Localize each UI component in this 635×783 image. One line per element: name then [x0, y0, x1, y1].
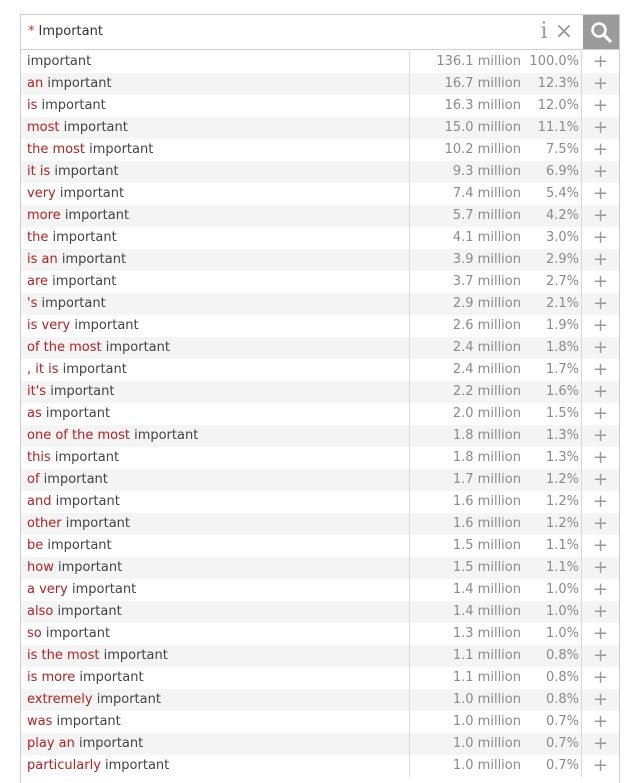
frequency-percent: 3.0% [545, 230, 579, 245]
phrase-context: is [27, 98, 42, 113]
phrase[interactable] [27, 689, 161, 711]
frequency-count: 2.0 million [409, 403, 521, 425]
phrase-context: be [27, 538, 48, 553]
add-icon[interactable]: + [581, 513, 619, 535]
frequency-percent: 1.0% [545, 626, 579, 641]
frequency-percent: 0.8% [545, 670, 579, 685]
frequency-percent: 2.7% [545, 274, 579, 289]
phrase-target-word: important [50, 384, 115, 399]
table-row[interactable] [21, 623, 619, 645]
table-row[interactable] [21, 557, 619, 579]
frequency-percent: 1.6% [545, 384, 579, 399]
phrase[interactable] [27, 711, 121, 733]
frequency-count: 1.0 million [409, 689, 521, 711]
frequency-count: 4.1 million [409, 227, 521, 249]
frequency-count: 1.3 million [409, 623, 521, 645]
frequency-count: 1.6 million [409, 491, 521, 513]
add-icon[interactable]: + [581, 469, 619, 491]
add-icon[interactable]: + [581, 315, 619, 337]
phrase-target-word: important [57, 604, 122, 619]
table-row[interactable] [21, 293, 619, 315]
phrase[interactable] [27, 667, 144, 689]
phrase-target-word: important [52, 274, 117, 289]
add-icon[interactable]: + [581, 601, 619, 623]
phrase[interactable] [27, 381, 114, 403]
phrase-target-word: important [47, 76, 112, 91]
phrase-context: this [27, 450, 55, 465]
table-row[interactable] [21, 381, 619, 403]
phrase[interactable] [27, 161, 119, 183]
table-row[interactable] [21, 117, 619, 139]
phrase[interactable] [27, 359, 127, 381]
add-icon[interactable]: + [581, 249, 619, 271]
table-row[interactable] [21, 579, 619, 601]
frequency-percent: 1.5% [545, 406, 579, 421]
table-row[interactable] [21, 535, 619, 557]
phrase[interactable] [27, 51, 91, 73]
table-row[interactable] [21, 337, 619, 359]
phrase[interactable] [27, 139, 153, 161]
phrase-target-word: important [105, 758, 170, 773]
frequency-percent: 1.1% [545, 560, 579, 575]
phrase-context: as [27, 406, 46, 421]
frequency-count: 3.9 million [409, 249, 521, 271]
phrase-context: is an [27, 252, 62, 267]
frequency-count: 2.9 million [409, 293, 521, 315]
add-icon[interactable]: + [581, 755, 619, 777]
frequency-percent: 0.7% [545, 714, 579, 729]
frequency-count: 1.1 million [409, 667, 521, 689]
frequency-count: 10.2 million [409, 139, 521, 161]
phrase[interactable] [27, 513, 130, 535]
phrase-target-word: important [134, 428, 199, 443]
add-icon[interactable]: + [581, 205, 619, 227]
frequency-count: 16.7 million [409, 73, 521, 95]
phrase-target-word: important [47, 538, 112, 553]
table-row[interactable] [21, 491, 619, 513]
phrase[interactable] [27, 425, 198, 447]
frequency-percent: 1.7% [545, 362, 579, 377]
frequency-count: 2.2 million [409, 381, 521, 403]
frequency-percent: 0.8% [545, 648, 579, 663]
phrase-target-word: important [27, 54, 92, 69]
phrase[interactable] [27, 491, 120, 513]
phrase-target-word: important [57, 560, 123, 575]
phrase-target-word: important [65, 516, 130, 531]
add-icon[interactable]: + [581, 403, 619, 425]
phrase-context: particularly [27, 758, 106, 773]
phrase[interactable] [27, 117, 128, 139]
frequency-percent: 1.1% [545, 538, 579, 553]
phrase-context: is very [27, 318, 75, 333]
table-row[interactable] [21, 359, 619, 381]
phrase-context: is the most [27, 648, 104, 663]
add-icon[interactable]: + [581, 117, 619, 139]
phrase-context: more [27, 208, 65, 223]
frequency-count: 2.4 million [409, 337, 521, 359]
frequency-percent: 1.3% [545, 428, 579, 443]
frequency-count: 1.6 million [409, 513, 521, 535]
phrase[interactable] [27, 755, 169, 777]
phrase-target-word: important [62, 362, 127, 377]
phrase-target-word: important [64, 208, 130, 223]
add-icon[interactable]: + [581, 381, 619, 403]
phrase-target-word: important [55, 494, 120, 509]
phrase-context: is more [27, 670, 80, 685]
phrase[interactable] [27, 557, 122, 579]
phrase-target-word: important [41, 98, 106, 113]
table-row[interactable] [21, 447, 619, 469]
phrase[interactable] [27, 579, 136, 601]
phrase-target-word: important [43, 472, 108, 487]
frequency-percent: 1.2% [545, 472, 579, 487]
add-icon[interactable]: + [581, 161, 619, 183]
add-icon[interactable]: + [581, 359, 619, 381]
phrase-context: extremely [27, 692, 97, 707]
frequency-count: 1.5 million [409, 535, 521, 557]
phrase-context: of [27, 472, 44, 487]
phrase-target-word: important [52, 230, 117, 245]
phrase[interactable] [27, 535, 112, 557]
frequency-count: 15.0 million [409, 117, 521, 139]
frequency-count: 1.0 million [409, 755, 521, 777]
add-icon[interactable]: + [581, 689, 619, 711]
add-icon[interactable]: + [581, 95, 619, 117]
phrase[interactable] [27, 337, 170, 359]
phrase-context: an [27, 76, 48, 91]
frequency-count: 1.5 million [409, 557, 521, 579]
phrase[interactable] [27, 469, 108, 491]
table-row[interactable] [21, 733, 619, 755]
phrase[interactable] [27, 95, 106, 117]
phrase-target-word: important [54, 164, 119, 179]
search-query-text: Important [38, 24, 103, 39]
phrase-context: of the most [27, 340, 106, 355]
phrase-context: and [27, 494, 56, 509]
phrase-target-word: important [54, 450, 120, 465]
phrase[interactable] [27, 205, 129, 227]
add-icon[interactable]: + [581, 491, 619, 513]
frequency-percent: 12.3% [537, 76, 579, 91]
phrase[interactable] [27, 73, 112, 95]
phrase-context: one of the most [27, 428, 135, 443]
add-icon[interactable]: + [581, 711, 619, 733]
phrase-context: 's [27, 296, 42, 311]
add-icon[interactable]: + [581, 645, 619, 667]
frequency-percent: 2.9% [545, 252, 579, 267]
add-icon[interactable]: + [581, 271, 619, 293]
add-icon[interactable]: + [581, 535, 619, 557]
magnifier-icon [590, 21, 612, 43]
phrase[interactable] [27, 733, 143, 755]
phrase-target-word: important [71, 582, 137, 597]
results-panel [20, 14, 620, 783]
phrase-target-word: important [105, 340, 170, 355]
frequency-count: 2.4 million [409, 359, 521, 381]
frequency-percent: 0.7% [545, 758, 579, 773]
add-icon[interactable]: + [581, 337, 619, 359]
frequency-percent: 6.9% [545, 164, 579, 179]
phrase[interactable] [27, 447, 119, 469]
frequency-count: 1.4 million [409, 579, 521, 601]
frequency-count: 3.7 million [409, 271, 521, 293]
phrase-context: , it is [27, 362, 63, 377]
add-icon[interactable]: + [581, 183, 619, 205]
frequency-percent: 12.0% [537, 98, 579, 113]
table-row[interactable] [21, 73, 619, 95]
add-icon[interactable]: + [581, 227, 619, 249]
phrase-context: was [27, 714, 57, 729]
info-icon[interactable]: i [540, 19, 548, 44]
phrase-target-word: important [89, 142, 154, 157]
phrase-target-word: important [59, 186, 125, 201]
phrase-target-word: important [45, 626, 111, 641]
phrase-target-word: important [103, 648, 168, 663]
phrase[interactable] [27, 645, 168, 667]
table-row[interactable] [21, 271, 619, 293]
frequency-percent: 5.4% [545, 186, 579, 201]
add-icon[interactable]: + [581, 557, 619, 579]
phrase-context: also [27, 604, 58, 619]
phrase-context: very [27, 186, 60, 201]
table-row[interactable] [21, 601, 619, 623]
phrase-target-word: important [61, 252, 127, 267]
table-row[interactable] [21, 139, 619, 161]
add-icon[interactable]: + [581, 579, 619, 601]
frequency-count: 1.1 million [409, 645, 521, 667]
phrase[interactable] [27, 293, 106, 315]
phrase-context: it is [27, 164, 55, 179]
phrase[interactable] [27, 227, 117, 249]
table-row[interactable] [21, 513, 619, 535]
phrase-context: play an [27, 736, 79, 751]
table-row[interactable] [21, 183, 619, 205]
table-row[interactable] [21, 227, 619, 249]
frequency-percent: 0.8% [545, 692, 579, 707]
frequency-percent: 1.8% [545, 340, 579, 355]
phrase-context: the [27, 230, 53, 245]
add-icon[interactable]: + [581, 51, 619, 73]
phrase-target-word: important [79, 736, 144, 751]
search-button[interactable] [583, 15, 619, 49]
frequency-percent: 1.0% [545, 604, 579, 619]
table-row[interactable] [21, 469, 619, 491]
phrase-context: most [27, 120, 64, 135]
phrase-target-word: important [63, 120, 128, 135]
search-bar [21, 15, 619, 50]
frequency-percent: 2.1% [545, 296, 579, 311]
phrase[interactable] [27, 601, 122, 623]
phrase-context: the most [27, 142, 90, 157]
close-icon[interactable]: × [554, 19, 574, 44]
search-input[interactable] [28, 24, 103, 39]
frequency-percent: 1.2% [545, 516, 579, 531]
frequency-percent: 7.5% [545, 142, 579, 157]
table-row[interactable] [21, 755, 619, 777]
phrase[interactable] [27, 315, 139, 337]
frequency-count: 1.0 million [409, 711, 521, 733]
frequency-percent: 11.1% [537, 120, 579, 135]
table-row[interactable] [21, 315, 619, 337]
frequency-percent: 4.2% [545, 208, 579, 223]
phrase-target-word: important [56, 714, 121, 729]
add-icon[interactable]: + [581, 667, 619, 689]
table-row[interactable] [21, 161, 619, 183]
table-row[interactable] [21, 689, 619, 711]
add-icon[interactable]: + [581, 293, 619, 315]
phrase-context: other [27, 516, 66, 531]
phrase-context: it's [27, 384, 51, 399]
phrase-target-word: important [74, 318, 139, 333]
frequency-percent: 100.0% [529, 54, 579, 69]
add-icon[interactable]: + [581, 73, 619, 95]
phrase-context: a very [27, 582, 72, 597]
phrase-target-word: important [79, 670, 144, 685]
add-icon[interactable]: + [581, 447, 619, 469]
results-list [21, 51, 619, 777]
phrase[interactable] [27, 403, 110, 425]
frequency-percent: 0.7% [545, 736, 579, 751]
table-row[interactable] [21, 425, 619, 447]
frequency-count: 5.7 million [409, 205, 521, 227]
table-row[interactable] [21, 95, 619, 117]
table-row[interactable] [21, 645, 619, 667]
phrase[interactable] [27, 183, 124, 205]
frequency-count: 1.8 million [409, 425, 521, 447]
frequency-count: 136.1 million [409, 51, 521, 73]
wildcard-star: * [28, 24, 35, 39]
frequency-count: 1.0 million [409, 733, 521, 755]
phrase[interactable] [27, 271, 116, 293]
add-icon[interactable]: + [581, 139, 619, 161]
phrase[interactable] [27, 249, 126, 271]
phrase[interactable] [27, 623, 110, 645]
table-row[interactable] [21, 249, 619, 271]
phrase-target-word: important [96, 692, 161, 707]
frequency-count: 1.4 million [409, 601, 521, 623]
table-row[interactable] [21, 667, 619, 689]
phrase-context: are [27, 274, 53, 289]
frequency-count: 9.3 million [409, 161, 521, 183]
table-row[interactable] [21, 205, 619, 227]
table-row[interactable] [21, 51, 619, 73]
frequency-count: 7.4 million [409, 183, 521, 205]
frequency-count: 2.6 million [409, 315, 521, 337]
phrase-target-word: important [45, 406, 111, 421]
table-row[interactable] [21, 711, 619, 733]
frequency-count: 1.7 million [409, 469, 521, 491]
frequency-percent: 1.3% [545, 450, 579, 465]
phrase-context: so [27, 626, 46, 641]
add-icon[interactable]: + [581, 623, 619, 645]
frequency-percent: 1.0% [545, 582, 579, 597]
frequency-percent: 1.2% [545, 494, 579, 509]
table-row[interactable] [21, 403, 619, 425]
add-icon[interactable]: + [581, 425, 619, 447]
frequency-count: 1.8 million [409, 447, 521, 469]
phrase-context: how [27, 560, 58, 575]
frequency-percent: 1.9% [545, 318, 579, 333]
add-icon[interactable]: + [581, 733, 619, 755]
phrase-target-word: important [41, 296, 106, 311]
frequency-count: 16.3 million [409, 95, 521, 117]
